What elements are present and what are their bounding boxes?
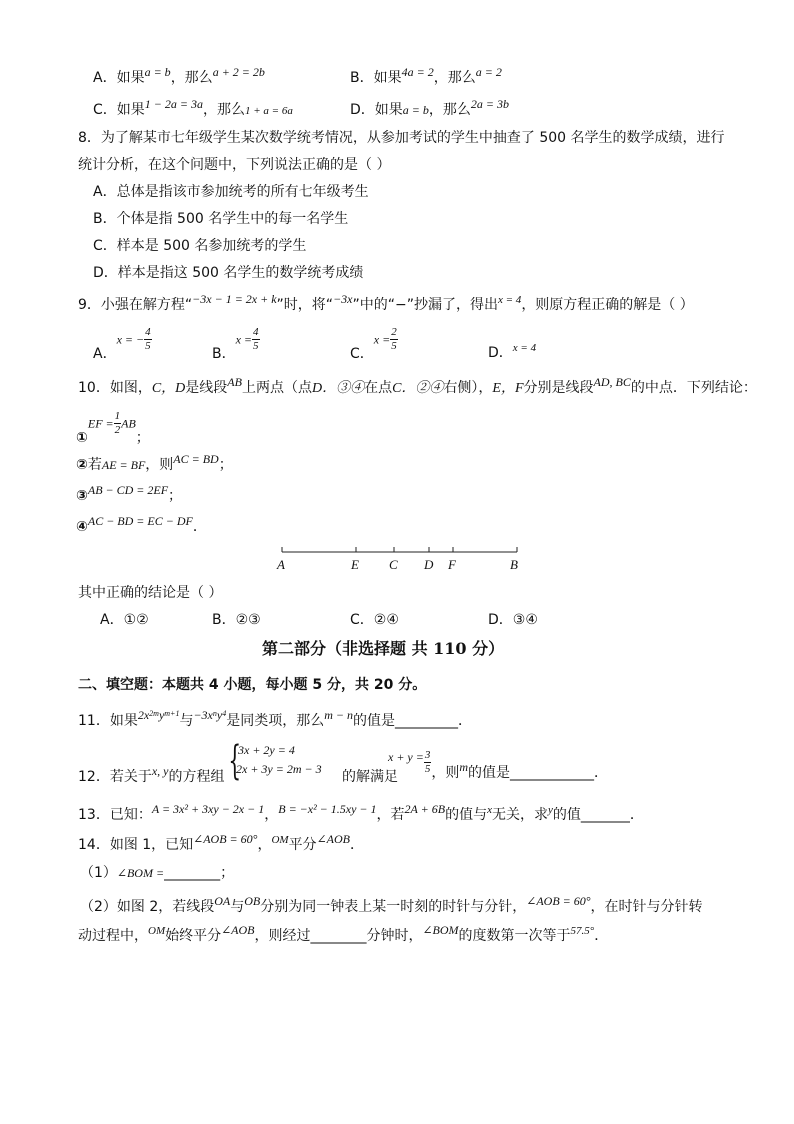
q8-option-c: C．样本是 500 名参加统考的学生	[93, 238, 307, 254]
q10-stem: 10．如图，C，D是线段AB上两点（点D．③④在点C．②④右侧），E，F分别是线段AD, BC的中点．下列结论：	[78, 375, 757, 396]
q8-option-d: D．样本是指这 500 名学生的数学统考成绩	[93, 265, 364, 281]
q9-option-c: C．x = $\frac{2}{5}$	[350, 326, 397, 362]
q12-eq2: 2x + 3y = 2m − 3	[236, 762, 322, 776]
q8-option-b: B．个体是指 500 名学生中的每一名学生	[93, 211, 349, 227]
q12-lead: 12．若关于x, y的方程组	[78, 764, 225, 785]
q7-option-c: C．如果1 − 2a = 3a，那么1 + a = 6a	[93, 97, 293, 118]
label-c: C	[389, 557, 398, 572]
label-a: A	[277, 557, 285, 572]
q10-segment-figure	[270, 540, 530, 574]
q14-part1: （1）∠BOM =________；	[80, 865, 235, 881]
label-b: B	[510, 557, 518, 572]
q9-option-a: A．x = − $\frac{4}{5}$	[93, 326, 151, 362]
q11: 11．如果$2x^{2m}y^{m+1}$与$-3x^ny^4$是同类项，那么m − n的值是_________．	[78, 708, 472, 729]
q13: 13．已知：A = 3x² + 3xy − 2x − 1，B = −x² − 1.5xy − 1，若2A + 6B的值与$^x$无关，求$^y$的值_______．	[78, 802, 644, 823]
q10-conclusion-3: ③AB − CD = 2EF；	[76, 483, 183, 504]
q14-stem: 14．如图 1，已知∠AOB = 60°，$^{OM}$平分∠AOB．	[78, 832, 364, 853]
section2-heading: 二、填空题：本题共 4 小题，每小题 5 分，共 20 分。	[78, 677, 427, 693]
q10-conclusion-1: ①EF = $\frac{1}{2}$ AB；	[76, 410, 150, 446]
q8-stem-line2: 统计分析，在这个问题中，下列说法正确的是（ ）	[78, 157, 391, 173]
q9-stem: 9．小强在解方程“−3x − 1 = 2x + k”时，将“−3x”中的“−”抄漏了，得出$^{x = 4}$，则原方程正确的解是（ ）	[78, 292, 694, 313]
q12-eq1: 3x + 2y = 4	[238, 743, 295, 757]
q12-tail: 的解满足	[342, 769, 398, 785]
q10-option-c: C．②④	[350, 612, 399, 628]
q7-option-a: A．如果a = b，那么a + 2 = 2b	[93, 65, 265, 86]
q10-ask: 其中正确的结论是（ ）	[78, 585, 223, 601]
label-f: F	[448, 557, 456, 572]
q14-part2-line1: （2）如图 2，若线段OA与OB分别为同一钟表上某一时刻的时针与分针，∠AOB = 60°，在时针与分针转	[80, 894, 703, 915]
q10-option-d: D．③④	[488, 612, 538, 628]
q8-stem-line1: 8．为了解某市七年级学生某次数学统考情况，从参加考试的学生中抽查了 500 名学生的数学成绩，进行	[78, 130, 725, 146]
q8-option-a: A．总体是指该市参加统考的所有七年级考生	[93, 184, 369, 200]
q10-option-b: B．②③	[212, 612, 261, 628]
q10-conclusion-2: ②若AE = BF，则AC = BD；	[76, 452, 233, 473]
q14-part2-line2: 动过程中，$^{OM}$始终平分∠AOB，则经过________分钟时，∠BOM的度数第一次等于$^{57.5^\circ}$．	[78, 923, 609, 944]
q9-option-d: D．$^{x = 4}$	[488, 342, 537, 361]
part2-heading: 第二部分（非选择题 共 110 分）	[262, 639, 505, 658]
q9-option-b: B．x = $\frac{4}{5}$	[212, 326, 259, 362]
label-e: E	[351, 557, 359, 572]
q7-option-b: B．如果4a = 2，那么a = 2	[350, 65, 502, 86]
q10-option-a: A．①②	[100, 612, 149, 628]
q7-option-d: D．如果a = b，那么2a = 3b	[350, 97, 509, 118]
q12-brace: {	[228, 738, 242, 784]
label-d: D	[424, 557, 434, 572]
q10-conclusion-4: ④AC − BD = EC − DF．	[76, 514, 207, 535]
q12-condition: x + y = $\frac{3}{5}$ ，则m的值是____________．	[388, 749, 609, 781]
